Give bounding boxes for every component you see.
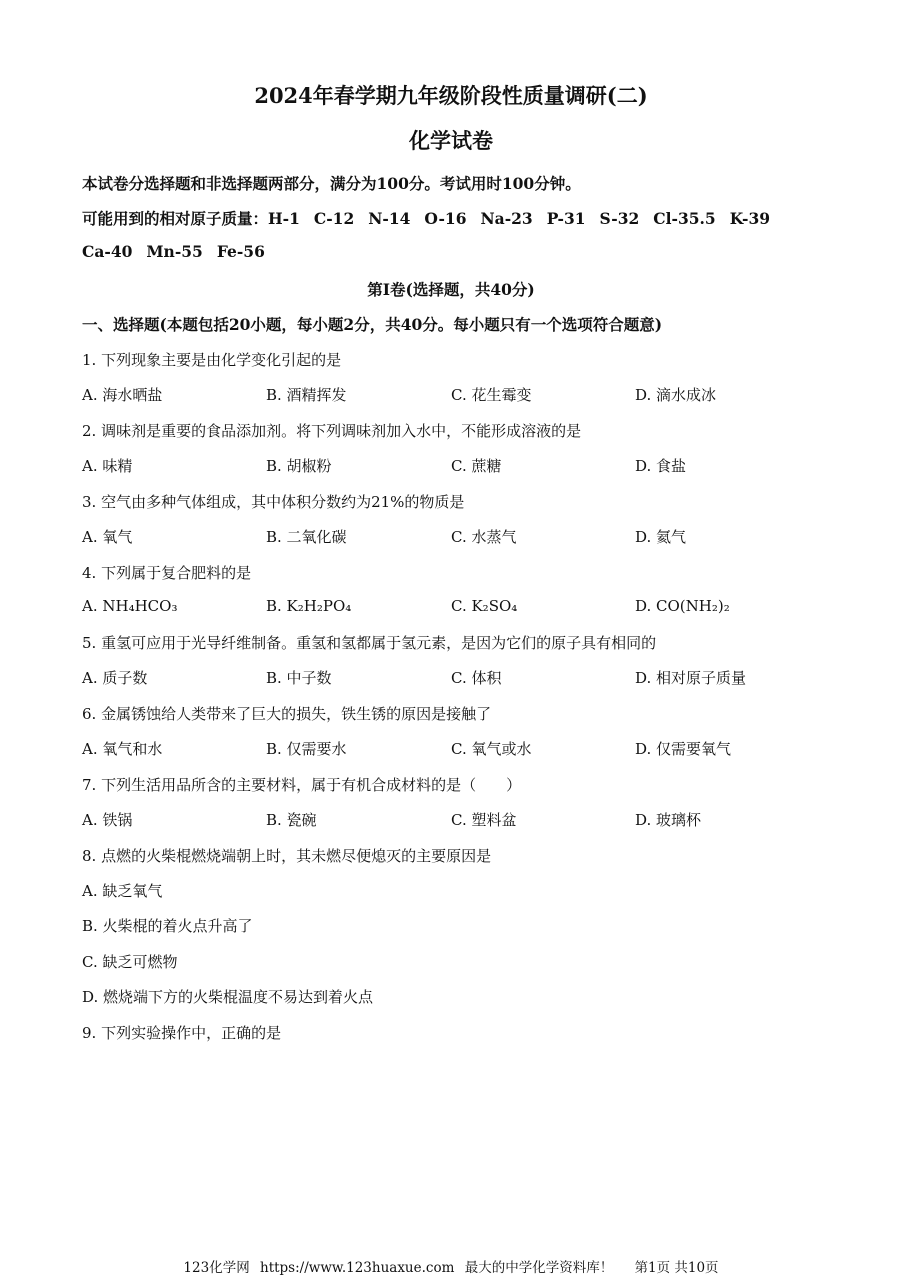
option-a: A. 氧气: [82, 528, 133, 546]
atomic-mass-item: P-31: [546, 209, 586, 228]
footer-url[interactable]: https://www.123huaxue.com: [260, 1260, 455, 1276]
option-c: C. 缺乏可燃物: [82, 953, 178, 971]
part-title: 一、选择题(本题包括20小题，每小题2分，共40分。每小题只有一个选项符合题意): [82, 315, 663, 334]
option-c: C. 氧气或水: [451, 740, 532, 758]
question-stem: 2. 调味剂是重要的食品添加剂。将下列调味剂加入水中，不能形成溶液的是: [82, 422, 582, 440]
atomic-mass-item: Na-23: [480, 209, 533, 228]
option-b: B. 胡椒粉: [266, 457, 332, 475]
option-d: D. 滴水成冰: [635, 386, 717, 404]
option-b: B. 火柴棍的着火点升高了: [82, 917, 253, 935]
question-stem: 7. 下列生活用品所含的主要材料，属于有机合成材料的是（ ）: [82, 776, 522, 794]
atomic-mass-item: K-39: [729, 209, 771, 228]
question-stem: 3. 空气由多种气体组成，其中体积分数约为21%的物质是: [82, 493, 465, 511]
atomic-mass-line-1: [82, 207, 784, 229]
option-c: C. K₂SO₄: [451, 597, 518, 615]
option-a: A. NH₄HCO₃: [82, 597, 178, 615]
question-stem: 4. 下列属于复合肥料的是: [82, 564, 252, 582]
atomic-mass-item: S-32: [599, 209, 640, 228]
option-a: A. 铁锅: [82, 811, 133, 829]
exam-intro: 本试卷分选择题和非选择题两部分，满分为100分。考试用时100分钟。: [82, 174, 581, 193]
option-d: D. 食盐: [635, 457, 687, 475]
option-d: D. 仅需要氧气: [635, 740, 732, 758]
option-c: C. 体积: [451, 669, 502, 687]
atomic-mass-item: H-1: [268, 209, 300, 228]
page-number: 第1页 共10页: [634, 1260, 719, 1276]
option-b: B. 二氧化碳: [266, 528, 347, 546]
atomic-mass-line-2: [82, 242, 279, 261]
option-b: B. 瓷碗: [266, 811, 317, 829]
question-stem: 8. 点燃的火柴棍燃烧端朝上时，其未燃尽便熄灭的主要原因是: [82, 847, 492, 865]
option-a: A. 海水晒盐: [82, 386, 163, 404]
exam-subtitle: 化学试卷: [409, 128, 493, 153]
option-c: C. 花生霉变: [451, 386, 532, 404]
atomic-mass-item: C-12: [313, 209, 355, 228]
question-stem: 6. 金属锈蚀给人类带来了巨大的损失，铁生锈的原因是接触了: [82, 705, 492, 723]
option-d: D. 氦气: [635, 528, 687, 546]
question-stem: 9. 下列实验操作中，正确的是: [82, 1024, 282, 1042]
footer-site: 123化学网: [183, 1260, 250, 1276]
option-d: D. 玻璃杯: [635, 811, 702, 829]
atomic-mass-item: Mn-55: [146, 242, 203, 261]
footer-slogan: 最大的中学化学资料库！: [464, 1260, 614, 1276]
option-c: C. 塑料盆: [451, 811, 517, 829]
atomic-mass-item: O-16: [424, 209, 467, 228]
option-c: C. 蔗糖: [451, 457, 502, 475]
option-d: D. 相对原子质量: [635, 669, 747, 687]
option-a: A. 味精: [82, 457, 133, 475]
option-b: B. 中子数: [266, 669, 332, 687]
option-d: D. 燃烧端下方的火柴棍温度不易达到着火点: [82, 988, 374, 1006]
exam-title: 2024年春学期九年级阶段性质量调研(二): [254, 83, 648, 108]
option-b: B. 酒精挥发: [266, 386, 347, 404]
atomic-mass-item: Ca-40: [82, 242, 133, 261]
section-title: 第Ⅰ卷(选择题，共40分): [367, 280, 535, 299]
question-stem: 5. 重氢可应用于光导纤维制备。重氢和氢都属于氢元素，是因为它们的原子具有相同的: [82, 634, 657, 652]
atomic-mass-item: N-14: [368, 209, 411, 228]
question-stem: 1. 下列现象主要是由化学变化引起的是: [82, 351, 342, 369]
option-d: D. CO(NH₂)₂: [635, 597, 730, 615]
page-footer: [0, 1256, 902, 1276]
atomic-mass-label: 可能用到的相对原子质量：: [82, 209, 269, 228]
atomic-mass-item: Cl-35.5: [653, 209, 716, 228]
atomic-mass-item: Fe-56: [216, 242, 265, 261]
option-a: A. 缺乏氧气: [82, 882, 163, 900]
option-a: A. 质子数: [82, 669, 148, 687]
option-b: B. K₂H₂PO₄: [266, 597, 352, 615]
option-a: A. 氧气和水: [82, 740, 163, 758]
option-b: B. 仅需要水: [266, 740, 347, 758]
option-c: C. 水蒸气: [451, 528, 517, 546]
